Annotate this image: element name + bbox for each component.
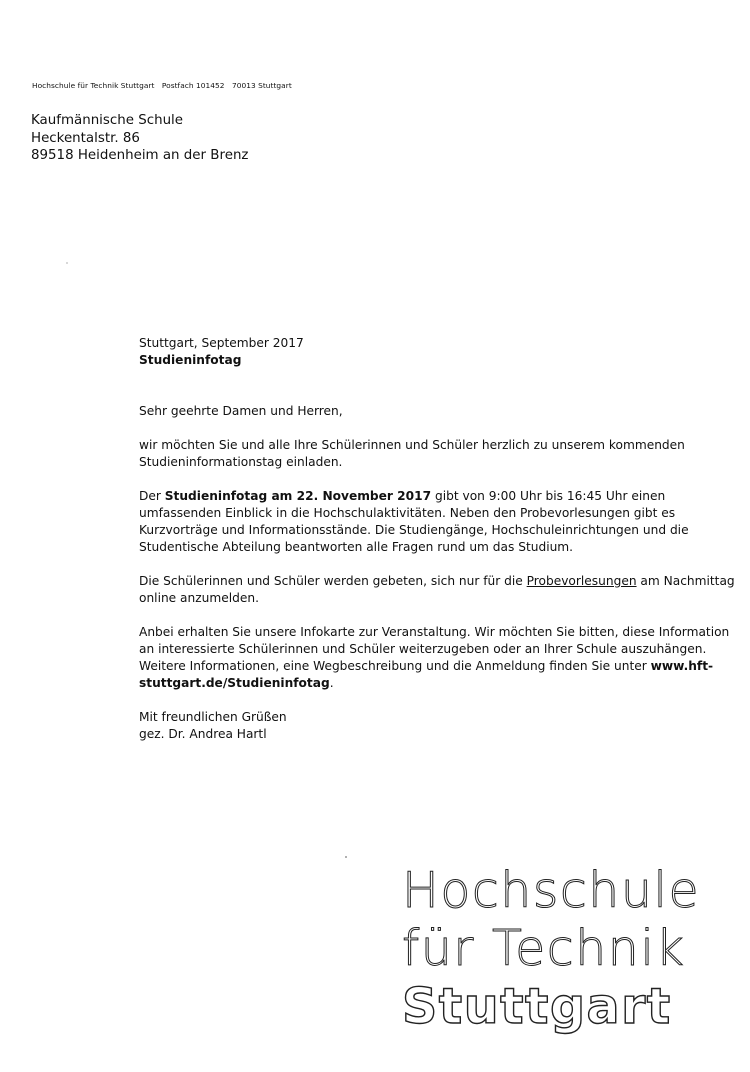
scan-speck	[66, 262, 68, 264]
signature: gez. Dr. Andrea Hartl	[139, 727, 267, 741]
para3-intro: Die Schülerinnen und Schüler werden gebeten, sich nur für die	[139, 574, 527, 588]
salutation: Sehr geehrte Damen und Herren,	[139, 404, 343, 418]
sender-address-line	[32, 81, 297, 90]
spacer	[139, 369, 741, 386]
place-date: Stuttgart, September 2017	[139, 336, 304, 350]
hft-logo	[402, 862, 742, 1036]
logo-line-hochschule: Hochschule	[402, 862, 701, 919]
paragraph-event-details	[139, 488, 741, 556]
recipient-street: Heckentalstr. 86	[31, 130, 140, 146]
probevorlesungen-link[interactable]: Probevorlesungen	[526, 574, 637, 588]
para4-end: .	[329, 676, 334, 690]
event-date-highlight: Studieninfotag am 22. November 2017	[164, 489, 432, 503]
spacer	[139, 692, 741, 709]
logo-line-stuttgart: Stuttgart	[402, 978, 672, 1035]
spacer	[139, 420, 741, 437]
recipient-city: 89518 Heidenheim an der Brenz	[31, 148, 249, 163]
spacer	[139, 386, 741, 403]
para2-intro: Der	[139, 489, 165, 503]
sender-city: 70013 Stuttgart	[231, 81, 292, 90]
paragraph-invitation: wir möchten Sie und alle Ihre Schülerinnen und Schüler herzlich zu unserem kommenden Studieninformationstag einladen.	[139, 438, 685, 469]
website-url[interactable]: www.hft-stuttgart.de/Studieninfotag	[139, 659, 714, 690]
para2-rest: gibt von 9:00 Uhr bis 16:45 Uhr einen umfassenden Einblick in die Hochschulaktivitäten. Neben den Probevorlesungen gibt es Kurzvorträge und Informationsstände. Die Studiengänge, Hochschuleinrichtungen und die Studentische Abteilung beantworten alle Fragen rund um das Studium.	[139, 489, 689, 554]
spacer	[139, 471, 741, 488]
logo-line-fuer-technik: für Technik	[402, 920, 686, 977]
spacer	[139, 556, 741, 573]
closing-phrase: Mit freundlichen Grüßen	[139, 710, 287, 724]
recipient-name: Kaufmännische Schule	[31, 113, 184, 128]
scan-speck	[345, 856, 347, 858]
letter-body	[139, 335, 741, 743]
para4-text: Anbei erhalten Sie unsere Infokarte zur Veranstaltung. Wir möchten Sie bitten, diese Information an interessierte Schülerinnen und Schüler weiterzugeben oder an Ihrer Schule auszuhängen. Weitere Informationen, eine Wegbeschreibung und die Anmeldung finden Sie unter	[139, 625, 730, 673]
paragraph-registration	[139, 573, 741, 607]
paragraph-infocard	[139, 624, 741, 692]
sender-pobox: Postfach 101452	[161, 81, 225, 90]
sender-name: Hochschule für Technik Stuttgart	[32, 81, 155, 90]
letter-subject: Studieninfotag	[139, 353, 242, 367]
para3-rest: am Nachmittag online anzumelden.	[139, 574, 735, 605]
spacer	[139, 607, 741, 624]
recipient-address	[31, 112, 248, 165]
